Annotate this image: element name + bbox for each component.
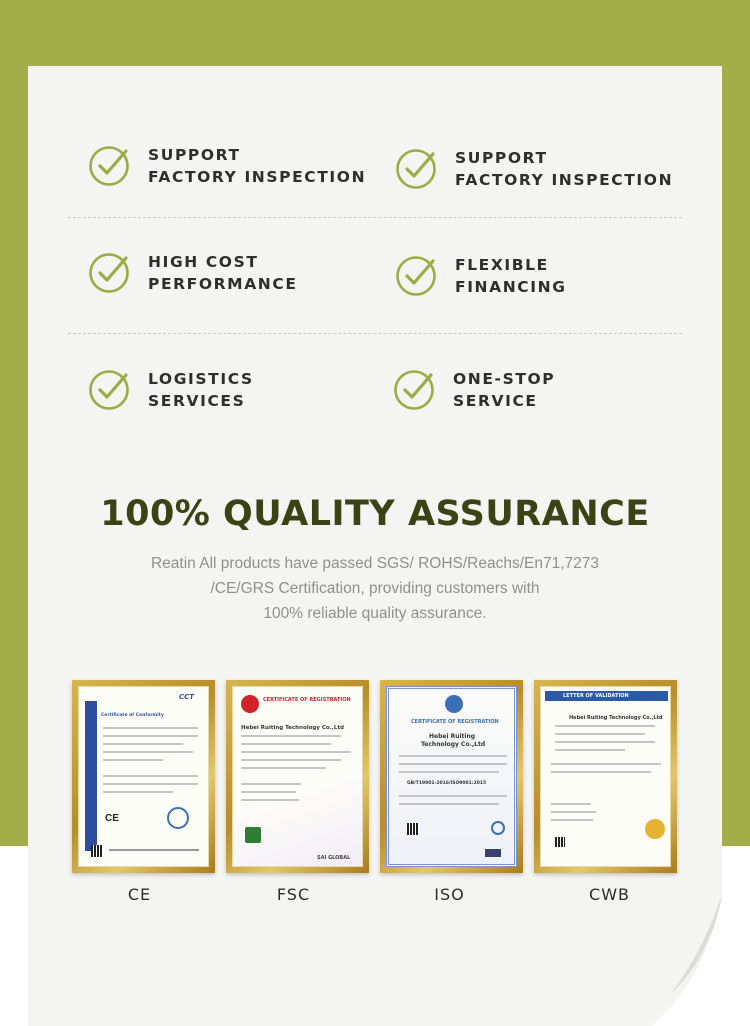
check-circle-icon — [395, 148, 437, 190]
ce-mark: CE — [105, 813, 119, 824]
feature-line2: PERFORMANCE — [148, 275, 298, 293]
check-circle-icon — [88, 145, 130, 187]
check-circle-icon — [393, 369, 435, 411]
cert-logo-text: CCT — [179, 693, 195, 701]
dashed-divider — [68, 217, 682, 218]
seal-icon — [167, 807, 189, 829]
cert-doc-title: CERTIFICATE OF REGISTRATION — [411, 719, 499, 725]
quality-headline: 100% QUALITY ASSURANCE — [100, 494, 650, 534]
iaf-logo-icon — [485, 849, 501, 857]
fsc-tree-icon — [245, 827, 261, 843]
red-logo-icon — [241, 695, 259, 713]
qr-code-icon — [555, 837, 565, 847]
certificate-cwb-image[interactable] — [534, 680, 677, 873]
cert-logo-text: SAI GLOBAL — [317, 855, 351, 861]
feature-line1: HIGH COST — [148, 253, 259, 271]
feature-item — [395, 254, 567, 298]
feature-line2: FACTORY INSPECTION — [455, 171, 674, 189]
feature-line1: SUPPORT — [148, 146, 241, 164]
feature-line1: FLEXIBLE — [455, 256, 549, 274]
content-sheet — [28, 66, 722, 1026]
feature-line2: FACTORY INSPECTION — [148, 168, 367, 186]
certificate-label: CWB — [589, 885, 630, 904]
feature-item — [393, 368, 555, 412]
feature-item — [88, 251, 298, 295]
feature-line2: SERVICE — [453, 392, 538, 410]
feature-line1: ONE-STOP — [453, 370, 556, 388]
feature-item — [88, 144, 366, 188]
seal-icon — [491, 821, 505, 835]
check-circle-icon — [395, 255, 437, 297]
iso-standard: GB/T19001-2016/ISO9001:2015 — [407, 781, 487, 786]
certificate-label: CE — [127, 885, 152, 904]
cert-doc-title: Certificate of Conformity — [101, 713, 164, 718]
cert-doc-title: CERTIFICATE OF REGISTRATION — [263, 697, 351, 703]
cert-company: Hebei Ruiting — [429, 733, 476, 740]
feature-line2: SERVICES — [148, 392, 246, 410]
certificate-fsc-image[interactable] — [226, 680, 369, 873]
description-line: /CE/GRS Certification, providing customers with — [210, 580, 540, 597]
feature-item — [395, 147, 673, 191]
feature-line1: SUPPORT — [455, 149, 548, 167]
description-line: 100% reliable quality assurance. — [263, 605, 487, 622]
check-circle-icon — [88, 369, 130, 411]
side-band — [85, 701, 97, 851]
certificate-iso-image[interactable] — [380, 680, 523, 873]
certificate-label: ISO — [434, 885, 465, 904]
description-line: Reatin All products have passed SGS/ ROHS/Reachs/En71,7273 — [150, 555, 600, 572]
certificate-label: FSC — [276, 885, 311, 904]
dashed-divider — [68, 333, 682, 334]
cert-company: Hebei Ruiting Technology Co.,Ltd — [569, 715, 663, 721]
gold-seal-icon — [645, 819, 665, 839]
qr-code-icon — [91, 845, 103, 857]
certificate-ce-image[interactable] — [72, 680, 215, 873]
cert-company-2: Technology Co.,Ltd — [421, 741, 486, 748]
feature-line2: FINANCING — [455, 278, 567, 296]
feature-item — [88, 368, 254, 412]
feature-line1: LOGISTICS — [148, 370, 254, 388]
cert-doc-title: LETTER OF VALIDATION — [563, 693, 629, 699]
gtc-logo-icon — [445, 695, 463, 713]
page-curl — [650, 894, 750, 1026]
quality-description — [0, 551, 750, 626]
check-circle-icon — [88, 252, 130, 294]
cert-company: Hebei Ruiting Technology Co.,Ltd — [241, 725, 344, 731]
qr-code-icon — [407, 823, 419, 835]
